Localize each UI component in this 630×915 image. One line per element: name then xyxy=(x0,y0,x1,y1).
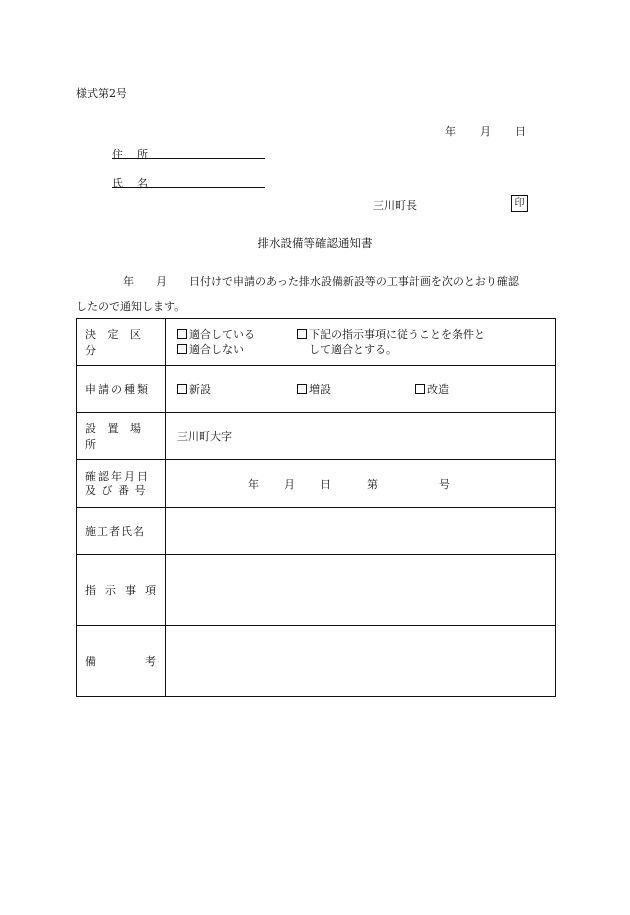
table-row xyxy=(77,555,556,626)
remarks-label-2: 考 xyxy=(145,655,156,668)
confirm-dai: 第 xyxy=(367,477,378,491)
option-new-label: 新設 xyxy=(189,383,211,396)
document-title: 排水設備等確認通知書 xyxy=(257,236,373,250)
seal-mark: 印 xyxy=(511,195,528,212)
name-line[interactable] xyxy=(112,187,265,188)
confirm-year: 年 xyxy=(248,477,259,491)
body-text-line2: したので通知します。 xyxy=(76,300,186,313)
instructions-label-3: 事 xyxy=(125,584,136,597)
date-day-label: 日 xyxy=(515,125,526,138)
remarks-label xyxy=(77,626,166,697)
issuer-title: 三川町長 xyxy=(373,199,417,212)
instructions-label-2: 示 xyxy=(105,584,116,597)
contractor-label: 施工者氏名 xyxy=(77,508,166,555)
checkbox-icon[interactable] xyxy=(177,329,187,339)
application-type-label: 申請の種類 xyxy=(77,366,166,413)
checkbox-icon[interactable] xyxy=(297,384,307,394)
confirm-gou: 号 xyxy=(439,477,450,491)
table-row xyxy=(77,366,556,413)
option-conditional-label-2: して適合とする。 xyxy=(309,343,397,356)
checkbox-icon[interactable] xyxy=(297,329,307,339)
confirm-day: 日 xyxy=(320,477,331,491)
option-expand-label: 増設 xyxy=(309,383,331,396)
option-not-conform[interactable] xyxy=(177,342,244,357)
body-text-line1: 日付けで申請のあった排水設備新設等の工事計画を次のとおり確認 xyxy=(189,275,519,288)
address-line[interactable] xyxy=(112,158,265,159)
table-row xyxy=(77,413,556,460)
location-value[interactable]: 三川町大字 xyxy=(166,413,556,460)
option-modify[interactable] xyxy=(415,381,449,397)
option-conform[interactable] xyxy=(177,327,255,342)
checkbox-icon[interactable] xyxy=(177,384,187,394)
date-year-label: 年 xyxy=(445,125,456,138)
instructions-value[interactable] xyxy=(166,555,556,626)
application-type-options xyxy=(166,366,556,413)
form-number: 様式第2号 xyxy=(76,87,127,100)
confirmation-value[interactable] xyxy=(166,460,556,508)
instructions-label xyxy=(77,555,166,626)
decision-options xyxy=(166,319,556,366)
confirm-month: 月 xyxy=(284,477,295,491)
confirmation-label-1: 確認年月日 xyxy=(85,469,150,483)
instructions-label-4: 項 xyxy=(145,584,156,597)
option-modify-label: 改造 xyxy=(427,383,449,396)
option-conditional[interactable] xyxy=(297,327,485,342)
contractor-value[interactable] xyxy=(166,508,556,555)
table-row xyxy=(77,626,556,697)
name-label-1: 氏 xyxy=(112,177,123,190)
confirmation-label-2: 及 び 番 号 xyxy=(85,483,147,497)
option-conform-label: 適合している xyxy=(189,328,255,341)
body-text xyxy=(76,269,556,319)
remarks-value[interactable] xyxy=(166,626,556,697)
name-label-2: 名 xyxy=(137,177,148,190)
body-year: 年 xyxy=(123,275,134,288)
body-month: 月 xyxy=(156,275,167,288)
decision-label: 決 定 区 分 xyxy=(77,319,166,366)
instructions-label-1: 指 xyxy=(85,584,96,597)
address-label-1: 住 xyxy=(112,148,123,161)
option-expand[interactable] xyxy=(297,381,331,397)
checkbox-icon[interactable] xyxy=(415,384,425,394)
table-row xyxy=(77,508,556,555)
table-row xyxy=(77,319,556,366)
option-new[interactable] xyxy=(177,381,211,397)
table-row xyxy=(77,460,556,508)
checkbox-icon[interactable] xyxy=(177,344,187,354)
address-label-2: 所 xyxy=(137,148,148,161)
option-conditional-label-1: 下記の指示事項に従うことを条件と xyxy=(309,328,485,341)
date-month-label: 月 xyxy=(480,125,491,138)
location-label: 設 置 場 所 xyxy=(77,413,166,460)
confirmation-label xyxy=(77,460,166,508)
remarks-label-1: 備 xyxy=(85,655,96,668)
confirmation-table xyxy=(76,318,556,697)
option-not-conform-label: 適合しない xyxy=(189,343,244,356)
